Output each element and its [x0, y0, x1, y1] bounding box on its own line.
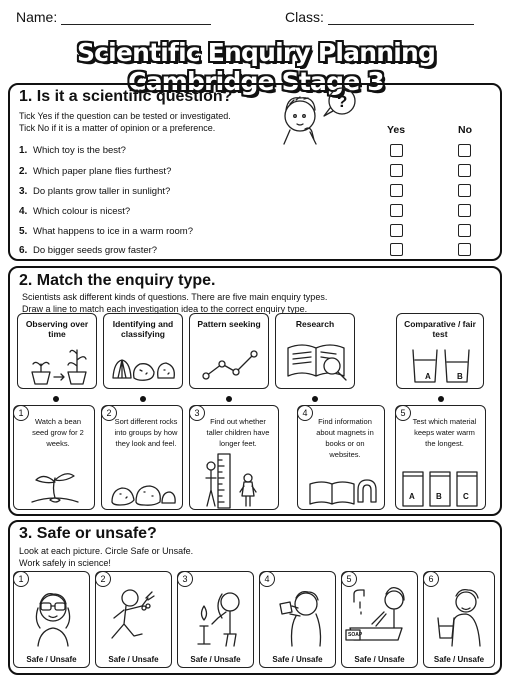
bean-seedling-icon — [28, 464, 82, 508]
book-magnet-icon — [308, 476, 378, 506]
class-label: Class: — [285, 9, 324, 25]
question-text: Which toy is the best? — [33, 145, 126, 156]
shells-rocks-icon — [110, 348, 178, 386]
svg-text:?: ? — [337, 92, 348, 111]
section-3-instruction-1: Look at each picture. Circle Safe or Unsafe. — [19, 546, 194, 556]
beaker-holding-child-icon — [428, 584, 490, 648]
rocks-icon — [110, 478, 176, 508]
section-3-instruction-2: Work safely in science! — [19, 558, 111, 568]
goggles-child-icon — [28, 586, 78, 648]
question-number: 5. — [19, 226, 28, 237]
match-dot-type[interactable] — [140, 396, 146, 402]
yes-checkbox[interactable] — [390, 243, 403, 256]
enquiry-type-research[interactable] — [275, 313, 355, 389]
name-field — [16, 9, 211, 25]
enquiry-type-classifying[interactable] — [103, 313, 183, 389]
idea-text: Sort different rocks into groups by how they look and feel. — [114, 417, 178, 448]
idea-text: Test which material keeps water warm the longest. — [412, 417, 477, 448]
idea-number: 1 — [13, 405, 29, 421]
jar-label-c: C — [463, 492, 469, 501]
no-checkbox[interactable] — [458, 164, 471, 177]
handwashing-icon — [346, 582, 414, 648]
enquiry-type-pattern[interactable] — [189, 313, 269, 389]
safety-picture-3[interactable] — [177, 571, 254, 668]
question-number: 6. — [19, 245, 28, 256]
match-dot-type[interactable] — [438, 396, 444, 402]
question-text: Which colour is nicest? — [33, 206, 131, 217]
match-dot-type[interactable] — [312, 396, 318, 402]
safety-picture-6[interactable] — [423, 571, 495, 668]
section-2-instruction-1: Scientists ask different kinds of questions. There are five main enquiry types. — [22, 292, 328, 302]
yes-column-header: Yes — [387, 124, 406, 136]
picture-number: 6 — [423, 571, 439, 587]
idea-number: 3 — [189, 405, 205, 421]
running-scissors-icon — [104, 584, 166, 648]
picture-number: 2 — [95, 571, 111, 587]
book-magnifier-icon — [284, 334, 350, 386]
investigation-idea-4[interactable] — [297, 405, 385, 510]
no-checkbox[interactable] — [458, 184, 471, 197]
enquiry-type-comparative[interactable] — [396, 313, 484, 389]
investigation-idea-1[interactable] — [13, 405, 95, 510]
match-dot-type[interactable] — [53, 396, 59, 402]
question-row — [19, 206, 130, 217]
soap-label: SOAP — [348, 632, 363, 638]
section-1-instruction-2: Tick No if it is a matter of opinion or a preference. — [19, 123, 216, 133]
match-dot-type[interactable] — [226, 396, 232, 402]
class-line[interactable] — [328, 24, 474, 25]
safe-unsafe-choice[interactable]: Safe / Unsafe — [108, 655, 159, 664]
name-label: Name: — [16, 9, 58, 25]
name-line[interactable] — [61, 24, 211, 25]
safety-picture-1[interactable] — [13, 571, 90, 668]
idea-number: 4 — [297, 405, 313, 421]
enquiry-type-label: Observing over time — [25, 319, 89, 339]
question-text: Which paper plane flies furthest? — [33, 166, 172, 177]
question-number: 1. — [19, 145, 28, 156]
enquiry-type-label: Pattern seeking — [197, 319, 261, 329]
safety-picture-2[interactable] — [95, 571, 172, 668]
no-checkbox[interactable] — [458, 243, 471, 256]
safe-unsafe-choice[interactable]: Safe / Unsafe — [354, 655, 405, 664]
idea-text: Watch a bean seed grow for 2 weeks. — [32, 417, 84, 448]
question-number: 4. — [19, 206, 28, 217]
section-3-heading: 3. Safe or unsafe? — [19, 525, 157, 542]
safe-unsafe-choice[interactable]: Safe / Unsafe — [190, 655, 241, 664]
safety-picture-5[interactable] — [341, 571, 418, 668]
drinking-child-icon — [266, 584, 332, 648]
question-row — [19, 226, 193, 237]
section-1-heading: 1. Is it a scientific question? — [19, 88, 233, 105]
investigation-idea-5[interactable] — [395, 405, 486, 510]
jar-label-b: B — [436, 492, 442, 501]
yes-checkbox[interactable] — [390, 184, 403, 197]
yes-checkbox[interactable] — [390, 224, 403, 237]
question-row — [19, 145, 126, 156]
pattern-graph-icon — [200, 348, 260, 384]
class-field — [285, 9, 474, 25]
no-column-header: No — [458, 124, 472, 136]
question-row — [19, 186, 170, 197]
picture-number: 3 — [177, 571, 193, 587]
question-row — [19, 166, 171, 177]
insulated-jars-icon — [400, 466, 482, 508]
no-checkbox[interactable] — [458, 144, 471, 157]
safe-unsafe-choice[interactable]: Safe / Unsafe — [272, 655, 323, 664]
burner-flame-icon — [184, 584, 250, 648]
enquiry-type-label: Research — [295, 319, 335, 329]
question-number: 2. — [19, 166, 28, 177]
question-text: Do bigger seeds grow faster? — [33, 245, 158, 256]
no-checkbox[interactable] — [458, 224, 471, 237]
picture-number: 5 — [341, 571, 357, 587]
question-row — [19, 245, 157, 256]
section-1-instruction-1: Tick Yes if the question can be tested or investigated. — [19, 111, 231, 121]
safe-unsafe-choice[interactable]: Safe / Unsafe — [433, 655, 485, 664]
idea-text: Find information about magnets in books or on websites. — [316, 417, 374, 459]
no-checkbox[interactable] — [458, 204, 471, 217]
question-text: Do plants grow taller in sunlight? — [33, 186, 171, 197]
children-height-chart-icon — [204, 452, 270, 508]
picture-number: 1 — [13, 571, 29, 587]
jar-label-a: A — [409, 492, 415, 501]
beaker-label-a: A — [425, 372, 431, 381]
question-number: 3. — [19, 186, 28, 197]
safe-unsafe-choice[interactable]: Safe / Unsafe — [26, 655, 77, 664]
beakers-icon — [407, 344, 475, 386]
idea-number: 5 — [395, 405, 411, 421]
section-2-heading: 2. Match the enquiry type. — [19, 272, 216, 289]
beaker-label-b: B — [457, 372, 463, 381]
enquiry-type-label: Identifying and classifying — [112, 319, 174, 339]
enquiry-type-observing[interactable] — [17, 313, 97, 389]
enquiry-type-label: Comparative / fair test — [404, 319, 476, 339]
yes-checkbox[interactable] — [390, 164, 403, 177]
section-2-instruction-2: Draw a line to match each investigation idea to the correct enquiry type. — [22, 304, 308, 314]
thinking-boy-icon — [272, 86, 362, 146]
safety-picture-4[interactable] — [259, 571, 336, 668]
question-text: What happens to ice in a warm room? — [33, 226, 193, 237]
seedling-pots-icon — [26, 344, 90, 386]
worksheet-title: Scientific Enquiry Planning Cambridge Stage 3 — [76, 38, 436, 96]
idea-text: Find out whether taller children have longer feet. — [206, 417, 270, 448]
investigation-idea-3[interactable] — [189, 405, 279, 510]
yes-checkbox[interactable] — [390, 204, 403, 217]
idea-number: 2 — [101, 405, 117, 421]
yes-checkbox[interactable] — [390, 144, 403, 157]
picture-number: 4 — [259, 571, 275, 587]
investigation-idea-2[interactable] — [101, 405, 183, 510]
